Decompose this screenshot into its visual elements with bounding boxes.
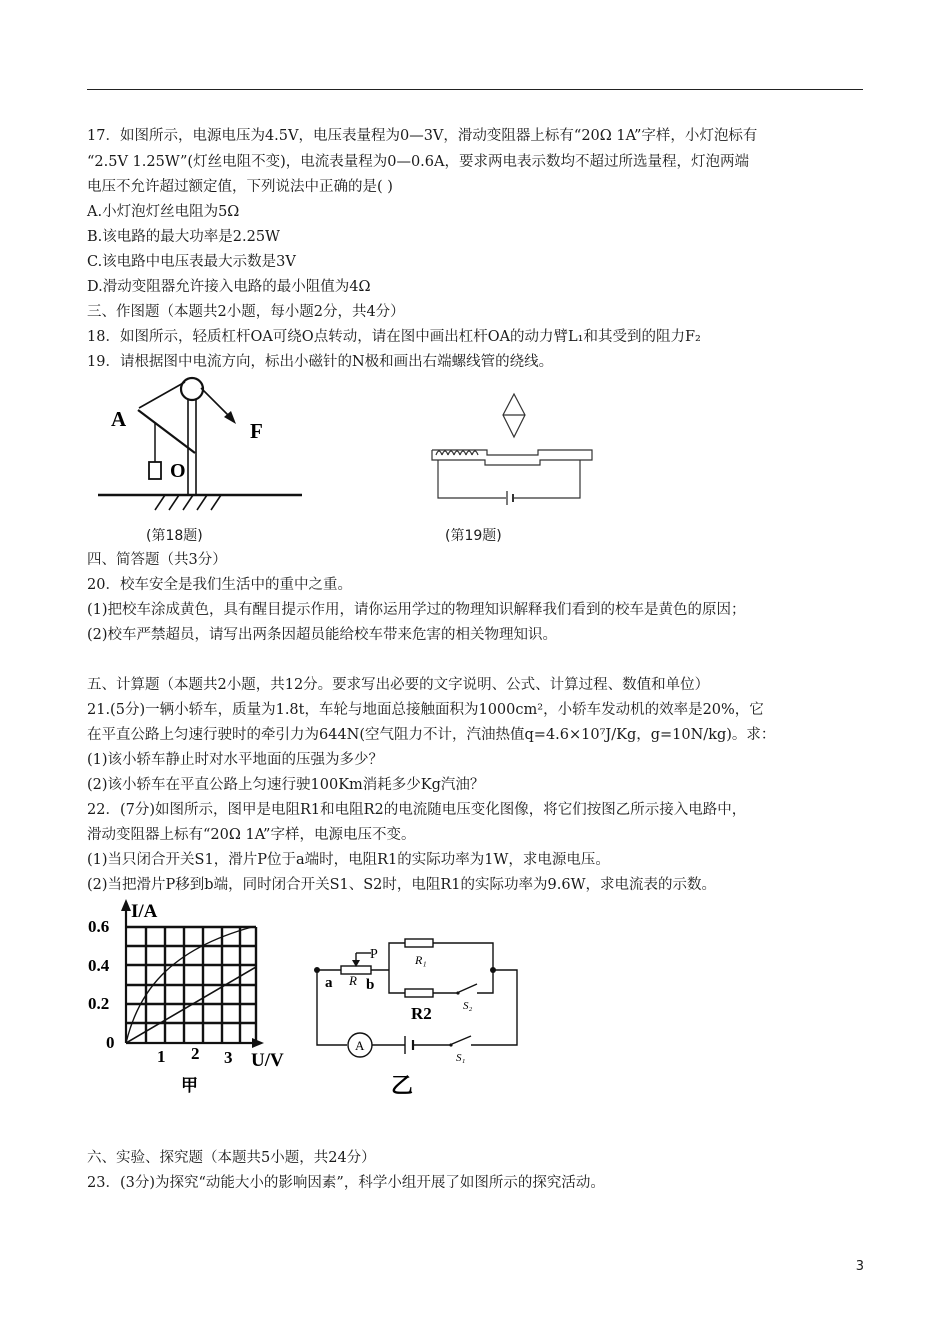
graph-y-tick-06: 0.6 xyxy=(88,917,110,936)
page-number: 3 xyxy=(855,1259,864,1274)
q17-option-d: D.滑动变阻器允许接入电路的最小阻值为4Ω xyxy=(87,279,371,295)
q23-text: 23．(3分)为探究“动能大小的影响因素”，科学小组开展了如图所示的探究活动。 xyxy=(87,1175,605,1191)
q17-line1: 17．如图所示，电源电压为4.5V，电压表量程为0—3V，滑动变阻器上标有“20Ω 1A”字样，小灯泡标有 xyxy=(87,128,758,144)
q20-part1: (1)把校车涂成黄色，具有醒目提示作用，请你运用学过的物理知识解释我们看到的校车是黄色的原因； xyxy=(87,602,746,618)
circuit-label-r: R xyxy=(349,973,357,988)
graph-y-tick-04: 0.4 xyxy=(88,956,110,975)
figure-19-solenoid xyxy=(430,392,600,512)
graph-y-tick-0: 0 xyxy=(106,1033,115,1052)
graph-x-tick-2: 2 xyxy=(191,1044,200,1063)
section5-heading: 五、计算题（本题共2小题，共12分。要求写出必要的文字说明、公式、计算过程、数值和单位） xyxy=(87,677,710,693)
graph-y-tick-02: 0.2 xyxy=(88,994,110,1013)
q21-line1: 21.(5分)一辆小轿车，质量为1.8t，车轮与地面总接触面积为1000cm²，小轿车发动机的效率是20%，它 xyxy=(87,702,764,718)
figure-yi-circuit xyxy=(305,935,535,1105)
circuit-label-r1: R₁ xyxy=(415,953,427,967)
graph-y-axis-label: I/A xyxy=(131,901,158,922)
circuit-label-s2: S₂ xyxy=(463,1000,473,1012)
q22-part2: (2)当把滑片P移到b端，同时闭合开关S1、S2时，电阻R1的实际功率为9.6W，求电流表的示数。 xyxy=(87,877,716,893)
figure-18-caption: (第18题) xyxy=(146,528,203,544)
q21-line2: 在平直公路上匀速行驶时的牵引力为644N(空气阻力不计，汽油热值q=4.6×10⁷J/Kg，g=10N/kg)。求： xyxy=(87,727,776,743)
ammeter-symbol: A xyxy=(355,1038,365,1053)
circuit-label-b: b xyxy=(366,977,375,993)
q22-part1: (1)当只闭合开关S1，滑片P位于a端时，电阻R1的实际功率为1W，求电源电压。 xyxy=(87,852,610,868)
circuit-label-r2: R2 xyxy=(411,1004,432,1023)
graph-x-axis-label: U/V xyxy=(251,1050,284,1071)
q21-part1: (1)该小轿车静止时对水平地面的压强为多少？ xyxy=(87,752,384,768)
figure-19-caption: (第19题) xyxy=(445,528,502,544)
q22-line1: 22．(7分)如图所示，图甲是电阻R1和电阻R2的电流随电压变化图像，将它们按图乙所示接入电路中， xyxy=(87,802,747,818)
graph-caption: 甲 xyxy=(181,1076,198,1095)
fig18-label-a: A xyxy=(111,407,127,431)
q17-option-c: C.该电路中电压表最大示数是3V xyxy=(87,254,296,270)
figure-18-lever xyxy=(95,370,315,520)
figure-jia-iu-graph xyxy=(80,895,300,1105)
q22-line2: 滑动变阻器上标有“20Ω 1A”字样，电源电压不变。 xyxy=(87,827,416,843)
q17-line2: “2.5V 1.25W”(灯丝电阻不变)，电流表量程为0—0.6A，要求两电表示数均不超过所选量程，灯泡两端 xyxy=(87,154,749,170)
circuit-label-a: a xyxy=(325,975,333,991)
fig18-label-f: F xyxy=(250,419,263,443)
q21-part2: (2)该小轿车在平直公路上匀速行驶100Km消耗多少Kg汽油？ xyxy=(87,777,485,793)
header-rule xyxy=(87,89,863,90)
graph-x-tick-3: 3 xyxy=(224,1048,233,1067)
section6-heading: 六、实验、探究题（本题共5小题，共24分） xyxy=(87,1150,376,1166)
circuit-label-p: P xyxy=(370,947,378,962)
q17-option-a: A.小灯泡灯丝电阻为5Ω xyxy=(87,204,240,220)
graph-x-tick-1: 1 xyxy=(157,1047,166,1066)
q19-text: 19．请根据图中电流方向，标出小磁针的N极和画出右端螺线管的绕线。 xyxy=(87,354,554,370)
fig18-label-o: O xyxy=(170,460,186,482)
section3-heading: 三、作图题（本题共2小题，每小题2分，共4分） xyxy=(87,304,405,320)
circuit-caption: 乙 xyxy=(391,1073,414,1098)
q17-option-b: B.该电路的最大功率是2.25W xyxy=(87,229,280,245)
q20-part2: (2)校车严禁超员，请写出两条因超员能给校车带来危害的相关物理知识。 xyxy=(87,627,558,643)
section4-heading: 四、简答题（共3分） xyxy=(87,552,227,568)
q18-text: 18．如图所示，轻质杠杆OA可绕O点转动，请在图中画出杠杆OA的动力臂L₁和其受到的阻力F₂ xyxy=(87,329,701,345)
q17-line3: 电压不允许超过额定值，下列说法中正确的是( ) xyxy=(87,179,393,195)
circuit-label-s1: S₁ xyxy=(456,1052,466,1064)
q20-text: 20．校车安全是我们生活中的重中之重。 xyxy=(87,577,352,593)
